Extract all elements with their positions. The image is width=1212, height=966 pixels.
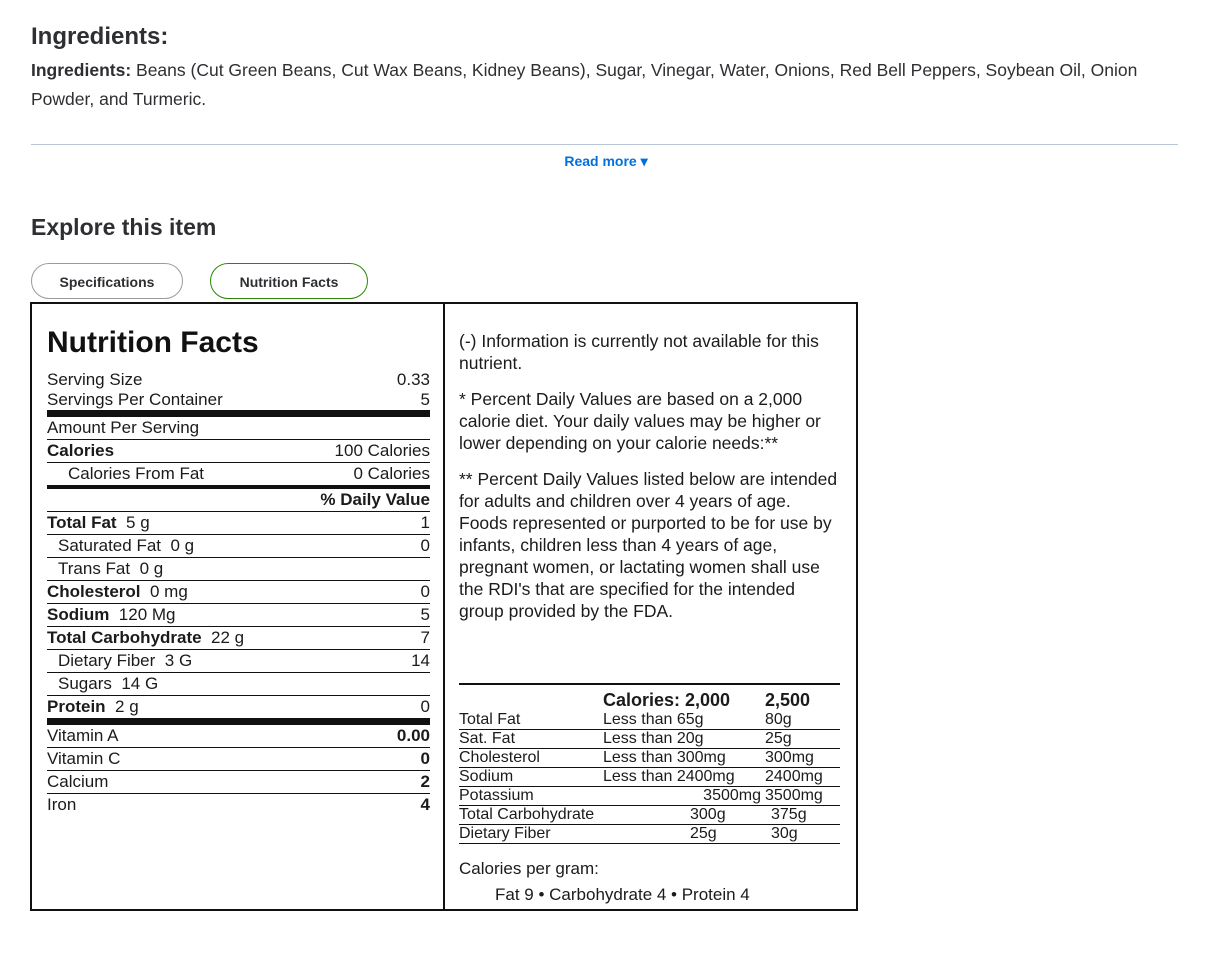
- dv-row-name: Total Carbohydrate: [459, 806, 595, 823]
- nutrient-dv: 5: [420, 605, 430, 624]
- nutrient-label: Total Carbohydrate: [47, 628, 202, 647]
- dv-row-2500: 375g: [771, 806, 807, 823]
- panel-divider: [443, 302, 445, 911]
- info-unavailable: (-) Information is currently not available for this nutrient.: [459, 331, 819, 373]
- nutrient-dv: 0: [420, 697, 430, 716]
- calories-fat-row: [47, 463, 430, 489]
- calories-row: [47, 440, 430, 463]
- vitamin-row: [47, 794, 430, 816]
- servings-row: [47, 390, 430, 417]
- nutrient-amount: 3 G: [164, 651, 193, 670]
- nutrient-label: Trans Fat: [58, 559, 131, 578]
- dv-row-2000: 3500mg: [703, 787, 761, 804]
- nutrient-row: [47, 627, 430, 650]
- dv-row-name: Total Fat: [459, 711, 521, 728]
- nutrient-row: [47, 696, 430, 725]
- dv-table-row: [459, 806, 840, 825]
- vitamin-label: Iron: [47, 795, 77, 814]
- calories-per-gram-label: Calories per gram:: [459, 859, 599, 878]
- vitamin-dv: 4: [420, 795, 430, 814]
- nutrient-row: [47, 604, 430, 627]
- divider: [31, 144, 1178, 145]
- nutrient-label: Total Fat: [47, 513, 117, 532]
- nutrition-facts-label: [47, 324, 430, 816]
- read-more-link[interactable]: Read more ▾: [564, 153, 648, 169]
- nutrient-label: Saturated Fat: [58, 536, 162, 555]
- vitamin-dv: 0.00: [396, 726, 430, 745]
- dv-row-2500: 30g: [771, 825, 798, 842]
- serving-size-row: [47, 370, 430, 390]
- ingredients-list: Beans (Cut Green Beans, Cut Wax Beans, Kidney Beans), Sugar, Vinegar, Water, Onions, Red Bell Peppers, Soybean Oil, Onion Powder, and Turmeric.: [31, 60, 1138, 109]
- dv-table-row: [459, 749, 840, 768]
- dv-table-row: [459, 730, 840, 749]
- dv-header: % Daily Value: [320, 490, 430, 509]
- nutrient-amount: 120 Mg: [118, 605, 176, 624]
- dv-row-2000: Less than 65g: [603, 711, 704, 728]
- tab-nutrition-facts[interactable]: Nutrition Facts: [210, 263, 368, 299]
- nutrition-title: Nutrition Facts: [47, 326, 259, 359]
- dv-header-row: [47, 489, 430, 512]
- nutrient-label: Dietary Fiber: [58, 651, 156, 670]
- dv-info: [459, 330, 841, 636]
- nutrient-dv: 14: [411, 651, 430, 670]
- nutrient-amount: 0 mg: [149, 582, 188, 601]
- dv-row-name: Sat. Fat: [459, 730, 516, 747]
- nutrient-amount: 0 g: [139, 559, 164, 578]
- info-dv-basis: * Percent Daily Values are based on a 2,000 calorie diet. Your daily values may be higher or lower depending on your calorie needs:**: [459, 389, 821, 453]
- nutrient-dv: 0: [420, 582, 430, 601]
- vitamin-label: Vitamin C: [47, 749, 121, 768]
- nutrient-dv: 0: [420, 536, 430, 555]
- servings-value: 5: [420, 390, 430, 409]
- nutrient-label: Sodium: [47, 605, 110, 624]
- vitamin-row: [47, 748, 430, 771]
- dv-row-2500: 25g: [765, 730, 792, 747]
- nutrient-row: [47, 650, 430, 673]
- amount-row: [47, 417, 430, 440]
- dv-col-2500: 2,500: [765, 690, 811, 710]
- nutrient-dv: 7: [420, 628, 430, 647]
- dv-row-2500: 2400mg: [765, 768, 823, 785]
- vitamin-row: [47, 725, 430, 748]
- amount-label: Amount Per Serving: [47, 418, 200, 437]
- nutrient-amount: 14 G: [121, 674, 159, 693]
- dv-table-row: [459, 825, 840, 844]
- dv-table-row: [459, 768, 840, 787]
- calories-label: Calories: [47, 441, 115, 460]
- dv-row-2000: 300g: [690, 806, 726, 823]
- calories-fat-label: Calories From Fat: [68, 464, 205, 483]
- explore-heading: Explore this item: [31, 214, 217, 240]
- ingredients-text: [31, 56, 1181, 114]
- nutrient-label: Protein: [47, 697, 106, 716]
- serving-size-value: 0.33: [396, 370, 430, 389]
- tab-specifications[interactable]: Specifications: [31, 263, 183, 299]
- dv-row-name: Sodium: [459, 768, 514, 785]
- dv-row-2500: 300mg: [765, 749, 814, 766]
- calories-value: 100 Calories: [334, 441, 430, 460]
- nutrient-amount: 2 g: [115, 697, 139, 716]
- nutrient-label: Cholesterol: [47, 582, 141, 601]
- dv-table-row: [459, 711, 840, 730]
- serving-size-label: Serving Size: [47, 370, 143, 389]
- vitamin-dv: 0: [420, 749, 430, 768]
- nutrient-row: [47, 558, 430, 581]
- dv-row-2500: 3500mg: [765, 787, 823, 804]
- calories-per-gram-values: Fat 9 • Carbohydrate 4 • Protein 4: [495, 885, 750, 904]
- vitamin-label: Calcium: [47, 772, 109, 791]
- nutrient-row: [47, 535, 430, 558]
- calories-per-gram: [459, 856, 840, 908]
- nutrient-row: [47, 673, 430, 696]
- nutrient-label: Sugars: [58, 674, 112, 693]
- ingredients-section: [31, 22, 1181, 114]
- dv-row-2000: Less than 2400mg: [603, 768, 735, 785]
- dv-row-name: Cholesterol: [459, 749, 540, 766]
- servings-label: Servings Per Container: [47, 390, 223, 409]
- nutrient-amount: 0 g: [170, 536, 195, 555]
- calories-fat-value: 0 Calories: [353, 464, 430, 483]
- dv-row-2000: Less than 300mg: [603, 749, 726, 766]
- ingredients-label: Ingredients:: [31, 60, 132, 80]
- dv-row-name: Dietary Fiber: [459, 825, 551, 842]
- dv-row-2000: 25g: [690, 825, 717, 842]
- nutrient-amount: 5 g: [126, 513, 150, 532]
- dv-table-header: [459, 683, 840, 711]
- dv-table-row: [459, 787, 840, 806]
- dv-row-2000: Less than 20g: [603, 730, 704, 747]
- vitamin-dv: 2: [420, 772, 430, 791]
- read-more: [0, 153, 1212, 170]
- nutrient-dv: 1: [420, 513, 430, 532]
- ingredients-heading: Ingredients:: [31, 23, 169, 50]
- info-dv-audience: ** Percent Daily Values listed below are intended for adults and children over 4 years of age. Foods represented or purported to be for use by infants, children less than 4 years of age, pregnant women, or lactating women shall use the RDI's that are specified for the intended group provided by the FDA.: [459, 469, 838, 621]
- nutrient-amount: 22 g: [211, 628, 245, 647]
- nutrient-row: [47, 512, 430, 535]
- vitamin-row: [47, 771, 430, 794]
- vitamin-label: Vitamin A: [47, 726, 119, 745]
- dv-row-2500: 80g: [765, 711, 792, 728]
- nutrient-row: [47, 581, 430, 604]
- dv-row-name: Potassium: [459, 787, 534, 804]
- daily-values-table: [459, 683, 840, 908]
- dv-col-2000: Calories: 2,000: [603, 690, 731, 710]
